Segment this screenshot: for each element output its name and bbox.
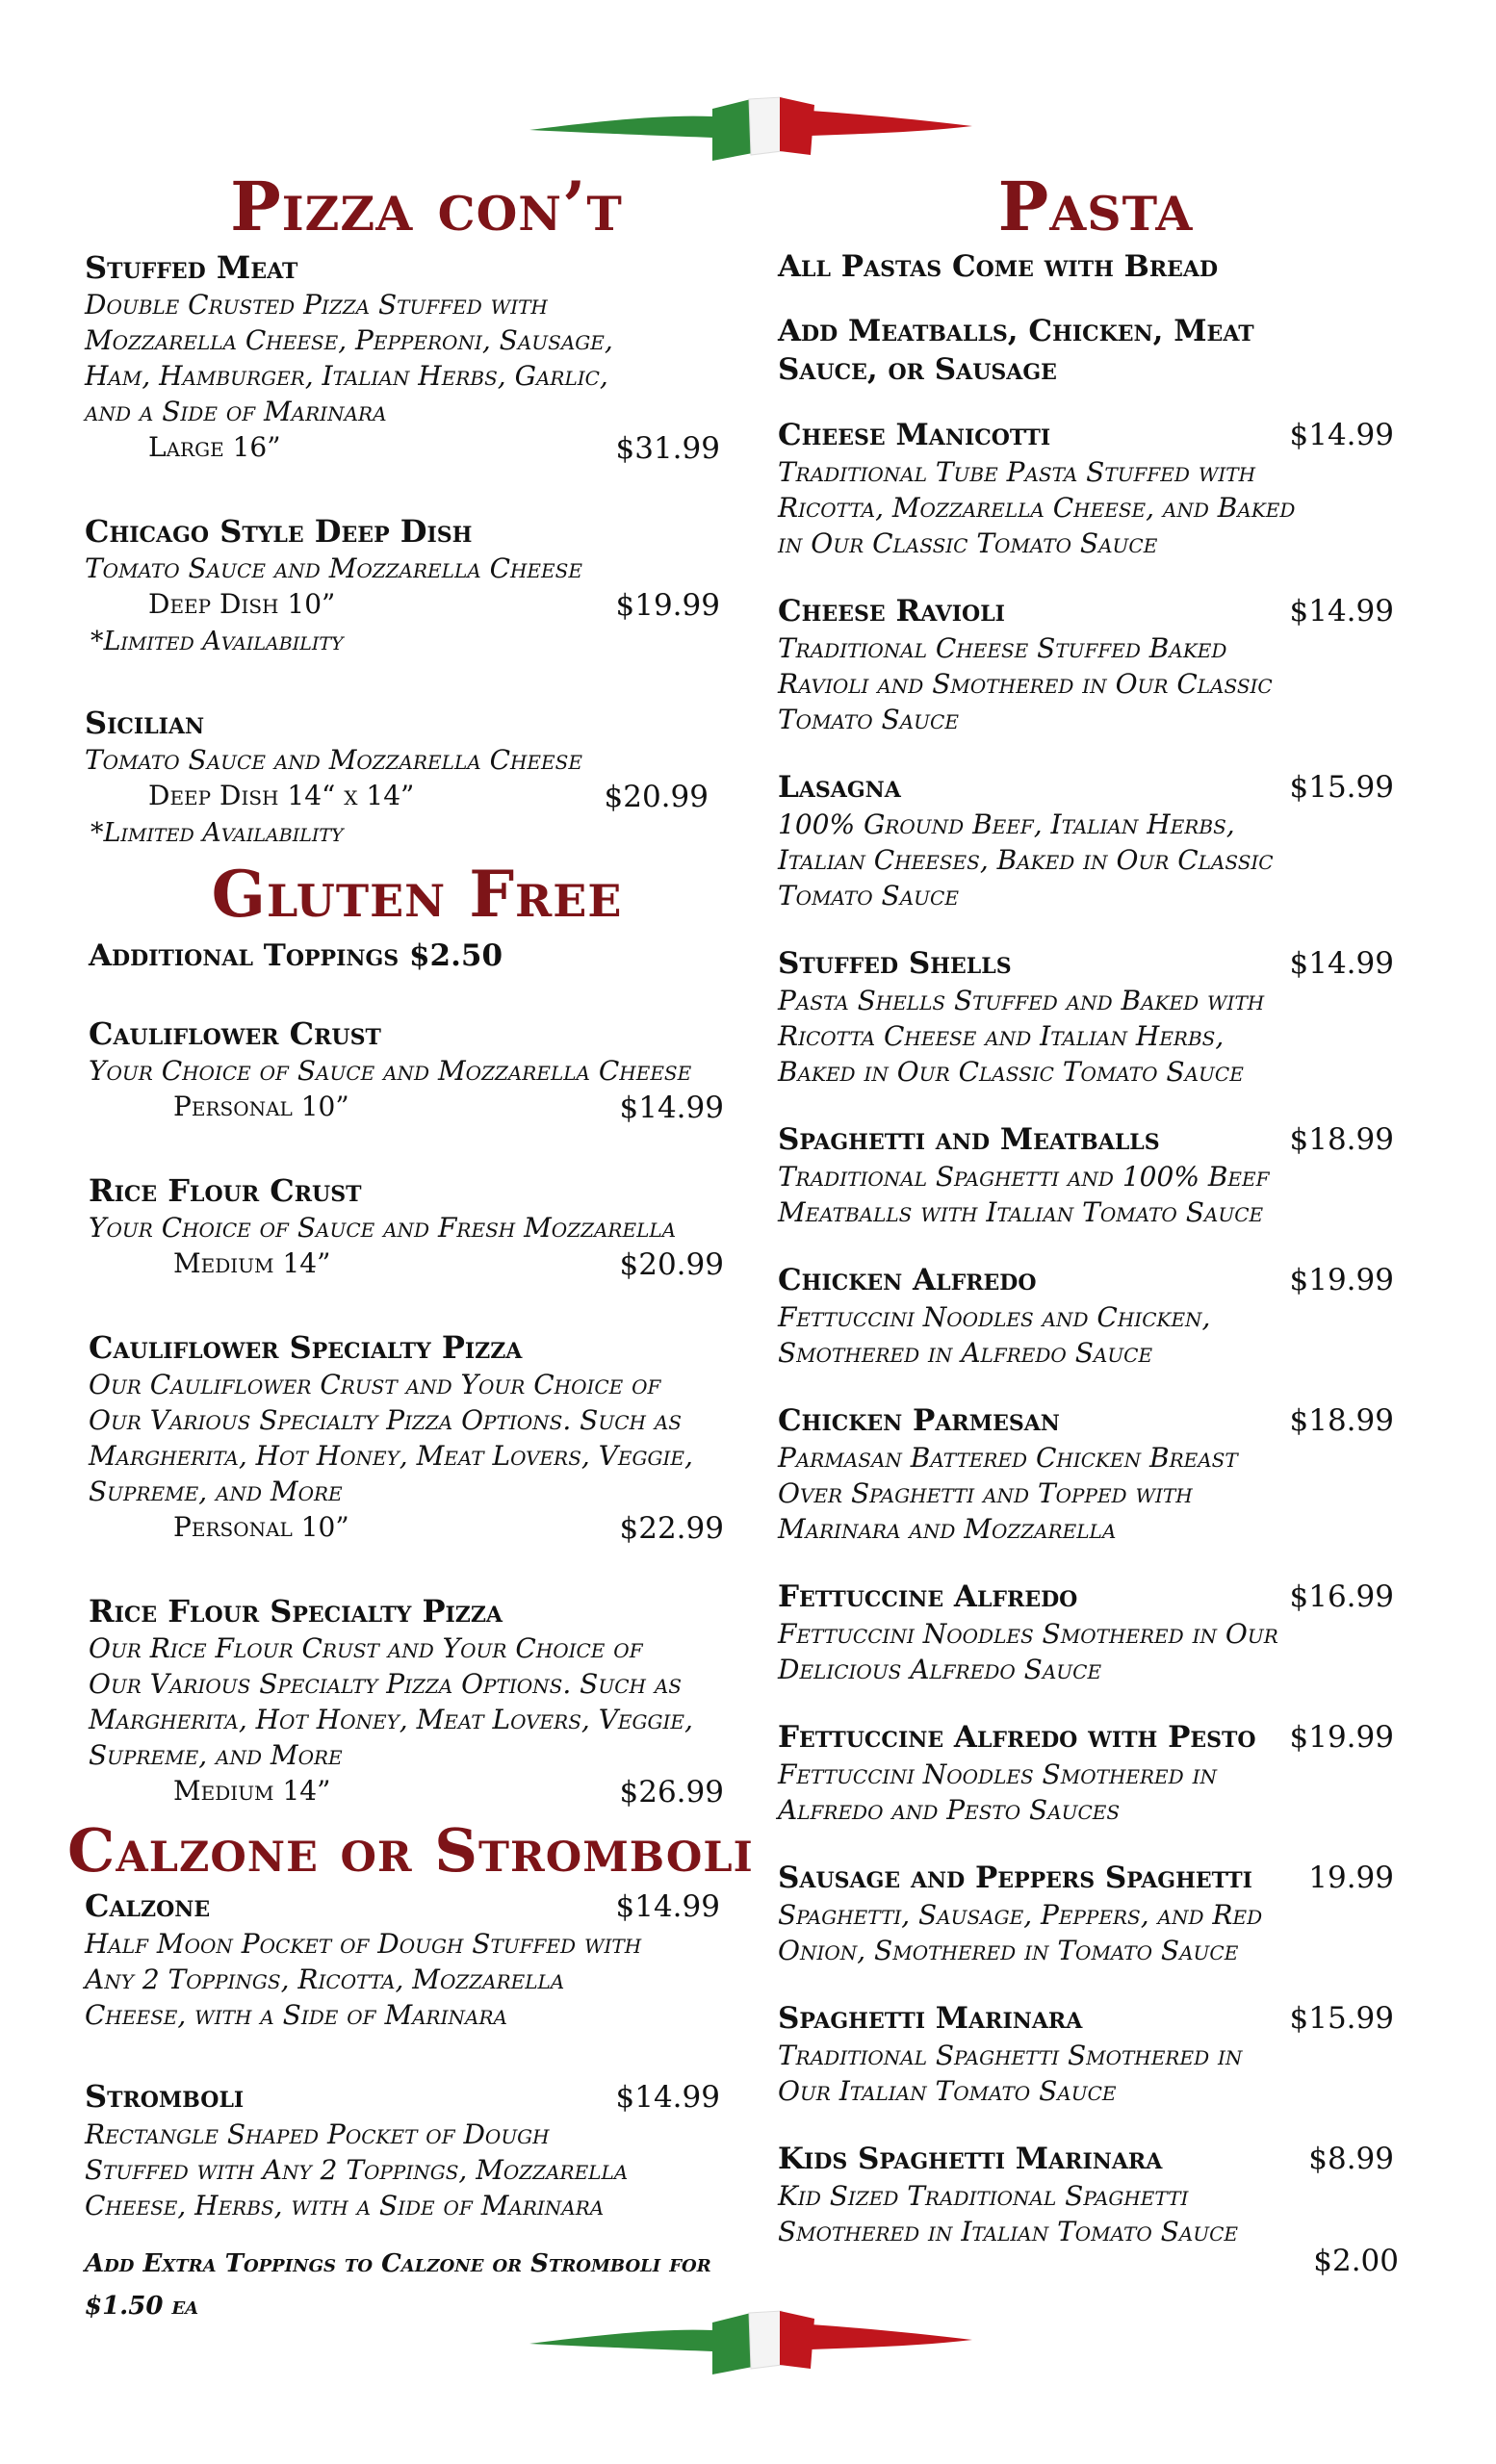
item-name: Chicago Style Deep Dish [85,513,473,550]
item-price: $19.99 [1289,1720,1394,1755]
availability-note: *Limited Availability [90,627,344,656]
item-name: Chicken Parmesan [778,1403,1060,1438]
item-description: Our Rice Flour Crust and Your Choice of Our Various Specialty Pizza Options. Such as Margherita, Hot Honey, Meat Lovers, Veggie, Supreme, and More [89,1632,693,1771]
menu-item [85,2077,749,2223]
item-price: $14.99 [615,1889,720,1924]
item-price: $20.99 [604,780,709,814]
item-price: $14.99 [1289,418,1394,452]
item-size: Personal 10” [173,1091,349,1122]
item-price: $20.99 [619,1247,724,1282]
availability-note: *Limited Availability [90,818,344,848]
item-price: $22.99 [619,1511,724,1546]
item-description: Parmasan Battered Chicken Breast Over Spaghetti and Topped with Marinara and Mozzarella [778,1442,1238,1545]
item-price: $26.99 [619,1775,724,1810]
menu-item [85,512,749,659]
item-description: Tomato Sauce and Mozzarella Cheese [85,744,582,776]
item-name: Cheese Ravioli [778,594,1005,629]
pasta-item [778,2140,1413,2249]
item-size: Personal 10” [173,1511,349,1543]
item-name: Rice Flour Specialty Pizza [89,1593,503,1630]
item-price: $14.99 [619,1091,724,1125]
item-price: $16.99 [1289,1579,1394,1614]
item-description: Rectangle Shaped Pocket of Dough Stuffed with Any 2 Toppings, Mozzarella Cheese, Herbs, with a Side of Marinara [85,2118,629,2221]
item-price: $14.99 [615,2080,720,2115]
menu-item [85,1592,749,1811]
pasta-title: Pasta [997,167,1194,246]
item-description: Spaghetti, Sausage, Peppers, and Red Onion, Smothered in Tomato Sauce [778,1899,1263,1966]
gluten-free-title: Gluten Free [211,857,623,932]
item-price: $19.99 [1289,1263,1394,1297]
item-description: Tomato Sauce and Mozzarella Cheese [85,552,582,584]
item-name: Fettuccine Alfredo with Pesto [778,1720,1256,1755]
pasta-item [778,416,1413,561]
item-description: Your Choice of Sauce and Fresh Mozzarella [89,1212,677,1244]
item-price: $31.99 [615,431,720,466]
pasta-item [778,592,1413,737]
item-name: Sicilian [85,705,205,741]
item-description: Fettuccini Noodles Smothered in Alfredo and Pesto Sauces [778,1758,1217,1826]
menu-item [85,1014,749,1127]
item-description: Traditional Cheese Stuffed Baked Ravioli and Smothered in Our Classic Tomato Sauce [778,632,1273,735]
item-size: Medium 14” [173,1775,331,1807]
item-name: Cauliflower Specialty Pizza [89,1329,523,1366]
addons-text: Add Meatballs, Chicken, Meat Sauce, or Sausage [778,314,1254,387]
pasta-item [778,1999,1413,2109]
item-price: $18.99 [1289,1122,1394,1157]
item-name: Cauliflower Crust [89,1015,381,1052]
item-price: $15.99 [1289,2001,1394,2036]
item-name: Stuffed Shells [778,946,1012,981]
pasta-bread-note: All Pastas Come with Bread [778,249,1219,284]
pasta-item [778,944,1413,1090]
pizza-cont-title: Pizza con’t [230,167,623,246]
item-description: Double Crusted Pizza Stuffed with Mozzarella Cheese, Pepperoni, Sausage, Ham, Hamburger, Italian Herbs, Garlic, and a Side of Marinara [85,289,613,427]
item-price: $15.99 [1289,770,1394,805]
item-name: Sausage and Peppers Spaghetti [778,1861,1252,1895]
pasta-item [778,768,1413,913]
item-price: $19.99 [615,588,720,623]
menu-item [85,248,749,468]
menu-item [85,1171,749,1284]
pasta-item [778,1120,1413,1230]
item-description: 100% Ground Beef, Italian Herbs, Italian Cheeses, Baked in Our Classic Tomato Sauce [778,808,1274,911]
extra-toppings-note: Add Extra Toppings to Calzone or Stromboli for $1.50 ea [85,2249,711,2321]
item-description: Traditional Spaghetti Smothered in Our Italian Tomato Sauce [778,2040,1243,2107]
item-size: Medium 14” [173,1247,331,1279]
item-name: Cheese Manicotti [778,418,1051,452]
menu-item [85,1886,749,2033]
gluten-free-subtitle: Additional Toppings $2.50 [89,938,503,973]
item-name: Kids Spaghetti Marinara [778,2142,1163,2176]
item-name: Stromboli [85,2078,245,2115]
item-size: Large 16” [148,431,281,463]
pasta-list [778,416,1413,2249]
pasta-item [778,1401,1413,1547]
pasta-item [778,1578,1413,1687]
item-description: Half Moon Pocket of Dough Stuffed with Any 2 Toppings, Ricotta, Mozzarella Cheese, with a Side of Marinara [85,1928,642,2031]
right-column [778,164,1413,2280]
pasta-item [778,1718,1413,1828]
italian-flag-ribbon-top [529,91,972,168]
item-description: Pasta Shells Stuffed and Baked with Ricotta Cheese and Italian Herbs, Baked in Our Classic Tomato Sauce [778,985,1265,1088]
item-name: Spaghetti Marinara [778,2001,1083,2036]
item-name: Spaghetti and Meatballs [778,1122,1160,1157]
item-name: Stuffed Meat [85,249,298,286]
item-price: $14.99 [1289,946,1394,981]
item-size: Deep Dish 10” [148,588,336,620]
item-price: $14.99 [1289,594,1394,629]
item-description: Traditional Tube Pasta Stuffed with Ricotta, Mozzarella Cheese, and Baked in Our Classic Tomato Sauce [778,456,1296,559]
item-name: Lasagna [778,770,901,805]
item-name: Chicken Alfredo [778,1263,1037,1297]
pasta-item [778,1261,1413,1371]
item-price: $8.99 [1308,2142,1394,2176]
calzone-stromboli-title: Calzone or Stromboli [67,1815,754,1886]
item-price: $18.99 [1289,1403,1394,1438]
item-description: Traditional Spaghetti and 100% Beef Meatballs with Italian Tomato Sauce [778,1161,1270,1228]
addons-price: $2.00 [1313,2244,1399,2278]
item-description: Our Cauliflower Crust and Your Choice of Our Various Specialty Pizza Options. Such as Margherita, Hot Honey, Meat Lovers, Veggie, Supreme, and More [89,1369,693,1507]
menu-item [85,704,749,851]
item-description: Fettuccini Noodles Smothered in Our Delicious Alfredo Sauce [778,1618,1278,1685]
italian-flag-ribbon-bottom [529,2305,972,2382]
item-description: Kid Sized Traditional Spaghetti Smothered in Italian Tomato Sauce [778,2180,1239,2247]
left-column [67,164,754,2327]
item-name: Calzone [85,1887,211,1924]
item-size: Deep Dish 14“ x 14” [148,780,415,811]
item-name: Fettuccine Alfredo [778,1579,1078,1614]
item-price: 19.99 [1308,1861,1394,1895]
pasta-item [778,1859,1413,1968]
menu-item [85,1328,749,1548]
item-description: Your Choice of Sauce and Mozzarella Cheese [89,1055,692,1087]
item-description: Fettuccini Noodles and Chicken, Smothered in Alfredo Sauce [778,1301,1211,1369]
item-name: Rice Flour Crust [89,1172,362,1209]
